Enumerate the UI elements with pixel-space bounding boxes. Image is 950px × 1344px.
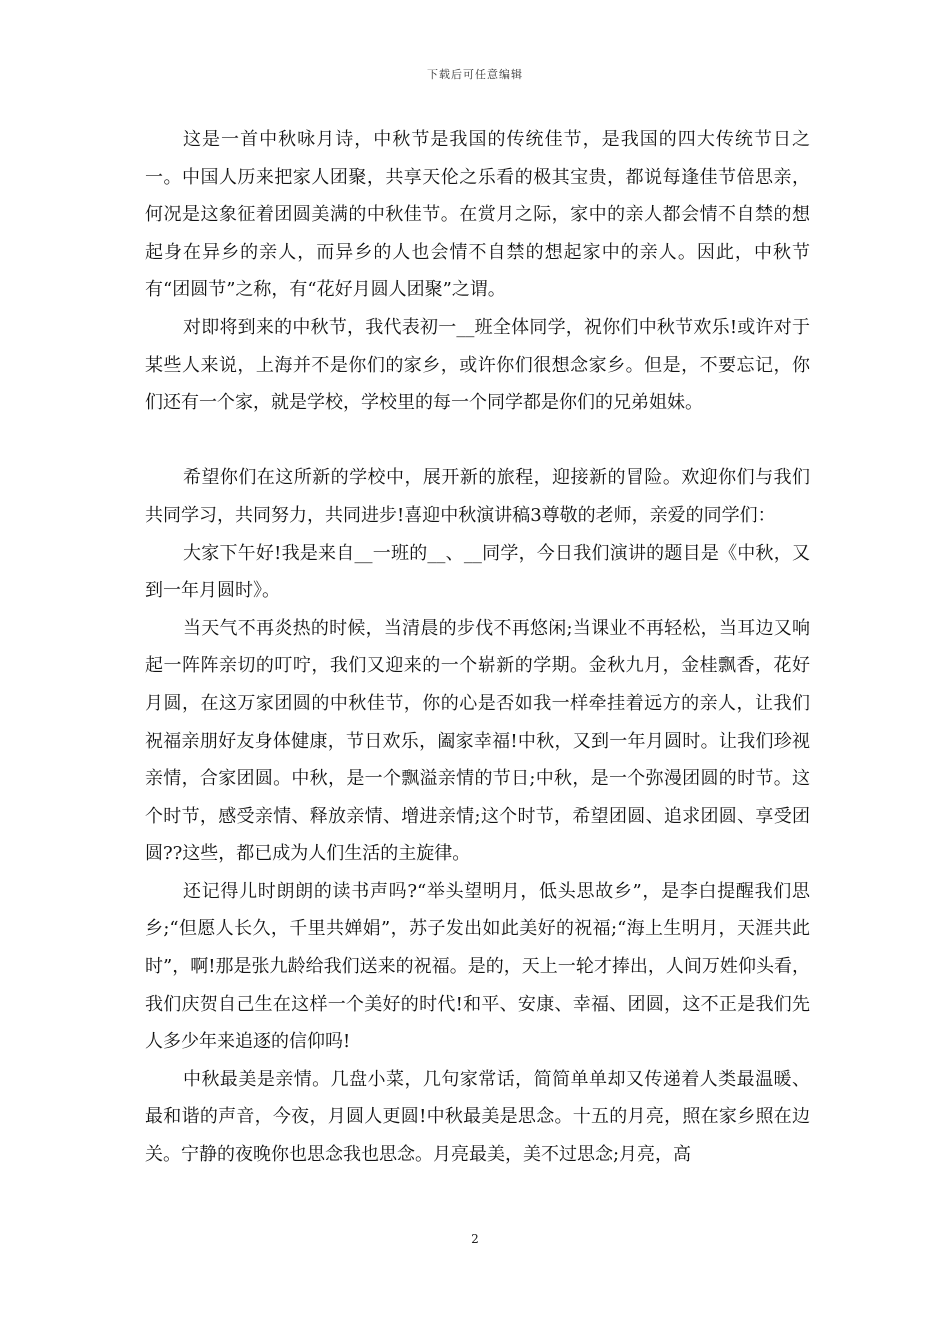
page-header: 下载后可任意编辑 [427, 68, 523, 81]
paragraph-3: 希望你们在这所新的学校中，展开新的旅程，迎接新的冒险。欢迎你们与我们共同学习，共同努力，共同进步!喜迎中秋演讲稿3尊敬的老师，亲爱的同学们： [145, 467, 810, 526]
paragraph-7: 中秋最美是亲情。几盘小菜，几句家常话，简简单单却又传递着人类最温暖、最和谐的声音，今夜，月圆人更圆!中秋最美是思念。十五的月亮，照在家乡照在边关。宁静的夜晚你也思念我也思念。月亮最美，美不过思念;月亮，高 [145, 1068, 810, 1166]
page-number: 2 [471, 1232, 479, 1246]
paragraph-6: 还记得儿时朗朗的读书声吗?“举头望明月，低头思故乡”，是李白提醒我们思乡;“但愿人长久，千里共婵娟”，苏子发出如此美好的祝福;“海上生明月，天涯共此时”，啊!那是张九龄给我们送来的祝福。是的，天上一轮才捧出，人间万姓仰头看，我们庆贺自己生在这样一个美好的时代!和平、安康、幸福、团圆，这不正是我们先人多少年来追逐的信仰吗! [145, 880, 810, 1053]
paragraph-1: 这是一首中秋咏月诗，中秋节是我国的传统佳节，是我国的四大传统节日之一。中国人历来把家人团聚，共享天伦之乐看的极其宝贵，都说每逢佳节倍思亲，何况是这象征着团圆美满的中秋佳节。在赏月之际，家中的亲人都会情不自禁的想起身在异乡的亲人，而异乡的人也会情不自禁的想起家中的亲人。因此，中秋节有“团圆节”之称，有“花好月圆人团聚”之谓。 [145, 129, 810, 301]
paragraph-2: 对即将到来的中秋节，我代表初一__班全体同学，祝你们中秋节欢乐!或许对于某些人来说，上海并不是你们的家乡，或许你们很想念家乡。但是，不要忘记，你们还有一个家，就是学校，学校里的每一个同学都是你们的兄弟姐妹。 [145, 316, 810, 414]
document-body [145, 121, 810, 1174]
paragraph-4: 大家下午好!我是来自__一班的__、__同学，今日我们演讲的题目是《中秋，又到一年月圆时》。 [145, 542, 810, 602]
paragraph-5: 当天气不再炎热的时候，当清晨的步伐不再悠闲;当课业不再轻松，当耳边又响起一阵阵亲切的叮咛，我们又迎来的一个崭新的学期。金秋九月，金桂飘香，花好月圆，在这万家团圆的中秋佳节，你的心是否如我一样牵挂着远方的亲人，让我们祝福亲朋好友身体健康，节日欢乐，阖家幸福!中秋，又到一年月圆时。让我们珍视亲情，合家团圆。中秋，是一个飘溢亲情的节日;中秋，是一个弥漫团圆的时节。这个时节，感受亲情、释放亲情、增进亲情;这个时节，希望团圆、追求团圆、享受团圆??这些，都已成为人们生活的主旋律。 [145, 617, 810, 865]
